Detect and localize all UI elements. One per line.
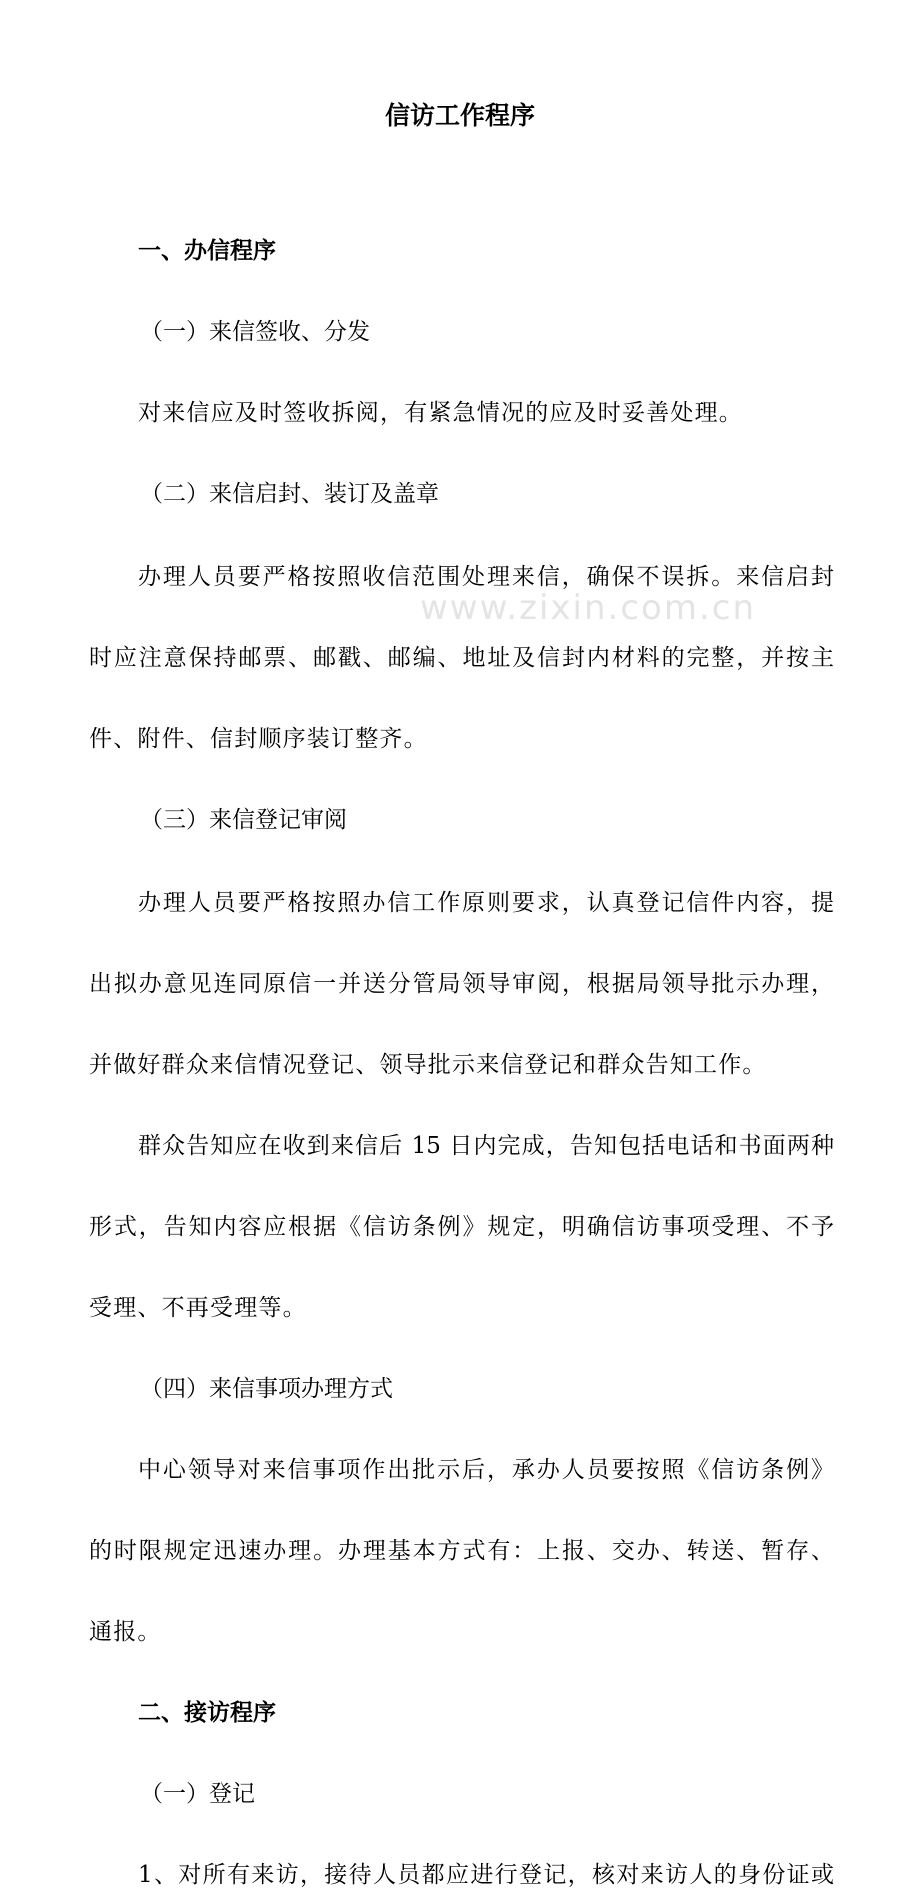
paragraph-line: 群众告知应在收到来信后 15 日内完成，告知包括电话和书面两种: [138, 1133, 834, 1159]
paragraph-line: 并做好群众来信情况登记、领导批示来信登记和群众告知工作。: [89, 1052, 767, 1078]
paragraph-line: 件、附件、信封顺序装订整齐。: [89, 726, 428, 752]
subheading-1-4: （四）来信事项办理方式: [140, 1376, 393, 1402]
paragraph-line: 时应注意保持邮票、邮戳、邮编、地址及信封内材料的完整，并按主: [89, 645, 834, 671]
subheading-1-3: （三）来信登记审阅: [140, 807, 347, 833]
paragraph-line: 出拟办意见连同原信一并送分管局领导审阅，根据局领导批示办理，: [89, 971, 834, 997]
paragraph-line: 对来信应及时签收拆阅，有紧急情况的应及时妥善处理。: [138, 400, 743, 426]
section-heading-2: 二、接访程序: [138, 1700, 276, 1726]
document-title: 信访工作程序: [384, 101, 535, 130]
paragraph-line: 办理人员要严格按照收信范围处理来信，确保不误拆。来信启封: [138, 564, 834, 590]
paragraph-line: 1、对所有来访，接待人员都应进行登记，核对来访人的身份证或: [138, 1862, 834, 1888]
watermark: www.zixin.com.cn: [420, 588, 756, 628]
paragraph-line: 通报。: [89, 1619, 162, 1645]
paragraph-line: 办理人员要严格按照办信工作原则要求，认真登记信件内容，提: [138, 890, 834, 916]
section-heading-1: 一、办信程序: [138, 238, 276, 264]
subheading-1-1: （一）来信签收、分发: [140, 319, 370, 345]
paragraph-line: 受理、不再受理等。: [89, 1295, 307, 1321]
subheading-1-2: （二）来信启封、装订及盖章: [140, 481, 439, 507]
paragraph-line: 中心领导对来信事项作出批示后，承办人员要按照《信访条例》: [138, 1457, 834, 1483]
subheading-2-1: （一）登记: [140, 1781, 255, 1807]
paragraph-line: 形式，告知内容应根据《信访条例》规定，明确信访事项受理、不予: [89, 1214, 834, 1240]
paragraph-line: 的时限规定迅速办理。办理基本方式有：上报、交办、转送、暂存、: [89, 1538, 834, 1564]
